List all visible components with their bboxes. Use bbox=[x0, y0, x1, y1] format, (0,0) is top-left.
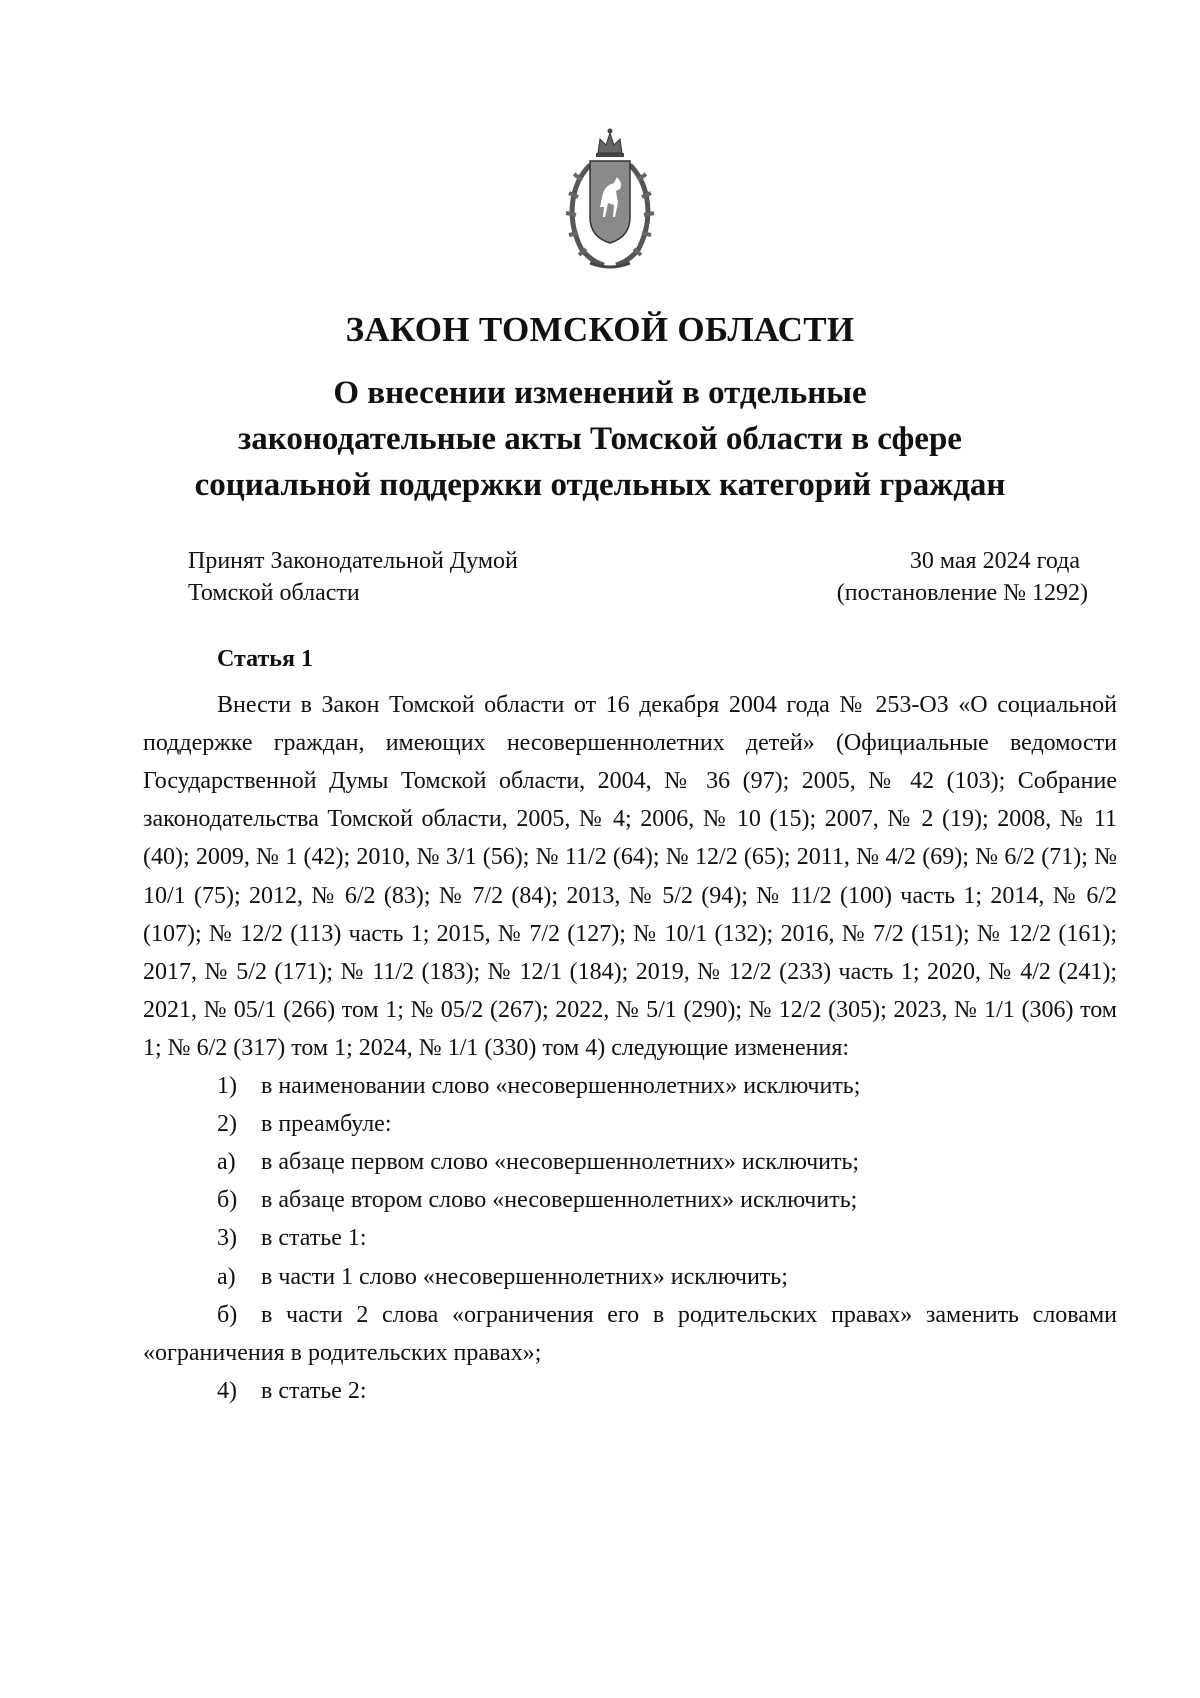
article-intro-paragraph: Внести в Закон Томской области от 16 декабря 2004 года № 253-ОЗ «О социальной поддержке граждан, имеющих несовершеннолетних детей» (Официальные ведомости Государственной Думы Томской области, 2004, № 36 (97); 2005, № 42 (103); Собрание законодательства Томской области, 2005, № 4; 2006, № 10 (15); 2007, № 2 (19); 2008, № 11 (40); 2009, № 1 (42); 2010, № 3/1 (56); № 11/2 (64); № 12/2 (65); 2011, № 4/2 (69); № 6/2 (71); № 10/1 (75); 2012, № 6/2 (83); № 7/2 (84); 2013, № 5/2 (94); № 11/2 (100) часть 1; 2014, № 6/2 (107); № 12/2 (113) часть 1; 2015, № 7/2 (127); № 10/1 (132); 2016, № 7/2 (151); № 12/2 (161); 2017, № 5/2 (171); № 11/2 (183); № 12/1 (184); 2019, № 12/2 (233) часть 1; 2020, № 4/2 (241); 2021, № 05/1 (266) том 1; № 05/2 (267); 2022, № 5/1 (290); № 12/2 (305); 2023, № 1/1 (306) том 1; № 6/2 (317) том 1; 2024, № 1/1 (330) том 4) следующие изменения: bbox=[143, 692, 1117, 1061]
article-heading: Статья 1 bbox=[217, 646, 313, 672]
subtitle-line: законодательные акты Томской области в сфере bbox=[238, 421, 962, 457]
list-item-text: в абзаце первом слово «несовершеннолетних» исключить; bbox=[261, 1149, 860, 1176]
list-item-text: в части 1 слово «несовершеннолетних» исключить; bbox=[261, 1263, 788, 1290]
list-item bbox=[143, 1067, 1117, 1105]
list-item bbox=[143, 1181, 1117, 1219]
subtitle-line: О внесении изменений в отдельные bbox=[333, 375, 867, 411]
adopted-by-line: Томской области bbox=[188, 580, 360, 606]
adoption-date: 30 мая 2024 года bbox=[909, 548, 1080, 574]
list-item bbox=[143, 1258, 1117, 1296]
subtitle-line: социальной поддержки отдельных категорий граждан bbox=[194, 467, 1006, 503]
list-item bbox=[143, 1372, 1117, 1410]
adoption-date-block bbox=[668, 545, 1088, 609]
list-item-number: 2) bbox=[217, 1111, 237, 1138]
list-item bbox=[143, 1143, 1117, 1181]
list-item-number: 1) bbox=[217, 1073, 237, 1100]
list-item-number: а) bbox=[217, 1149, 236, 1176]
list-item-number: а) bbox=[217, 1263, 236, 1290]
coat-of-arms-emblem bbox=[560, 125, 660, 273]
law-title-block bbox=[100, 308, 1100, 508]
list-item bbox=[143, 1219, 1117, 1257]
list-item bbox=[143, 1296, 1117, 1372]
list-item-number: б) bbox=[217, 1187, 238, 1214]
list-item-text: в преамбуле: bbox=[261, 1111, 392, 1138]
list-item-text: в статье 1: bbox=[261, 1225, 367, 1252]
list-item-text: в статье 2: bbox=[261, 1377, 367, 1404]
list-item-text: в абзаце втором слово «несовершеннолетних» исключить; bbox=[261, 1187, 858, 1214]
list-item-number: 3) bbox=[217, 1225, 237, 1252]
list-item bbox=[143, 1105, 1117, 1143]
adopted-by bbox=[188, 545, 688, 609]
list-item-text: в наименовании слово «несовершеннолетних» исключить; bbox=[261, 1073, 861, 1100]
law-subtitle bbox=[100, 370, 1100, 508]
law-body bbox=[143, 640, 1117, 1410]
list-item-number: б) bbox=[217, 1301, 238, 1328]
adopted-by-line: Принят Законодательной Думой bbox=[188, 548, 518, 574]
law-title: ЗАКОН ТОМСКОЙ ОБЛАСТИ bbox=[345, 310, 855, 349]
list-item-text: в части 2 слова «ограничения его в родительских правах» заменить словами «ограничения в родительских правах»; bbox=[143, 1301, 1117, 1366]
resolution-number: (постановление № 1292) bbox=[836, 580, 1088, 606]
list-item-number: 4) bbox=[217, 1377, 237, 1404]
